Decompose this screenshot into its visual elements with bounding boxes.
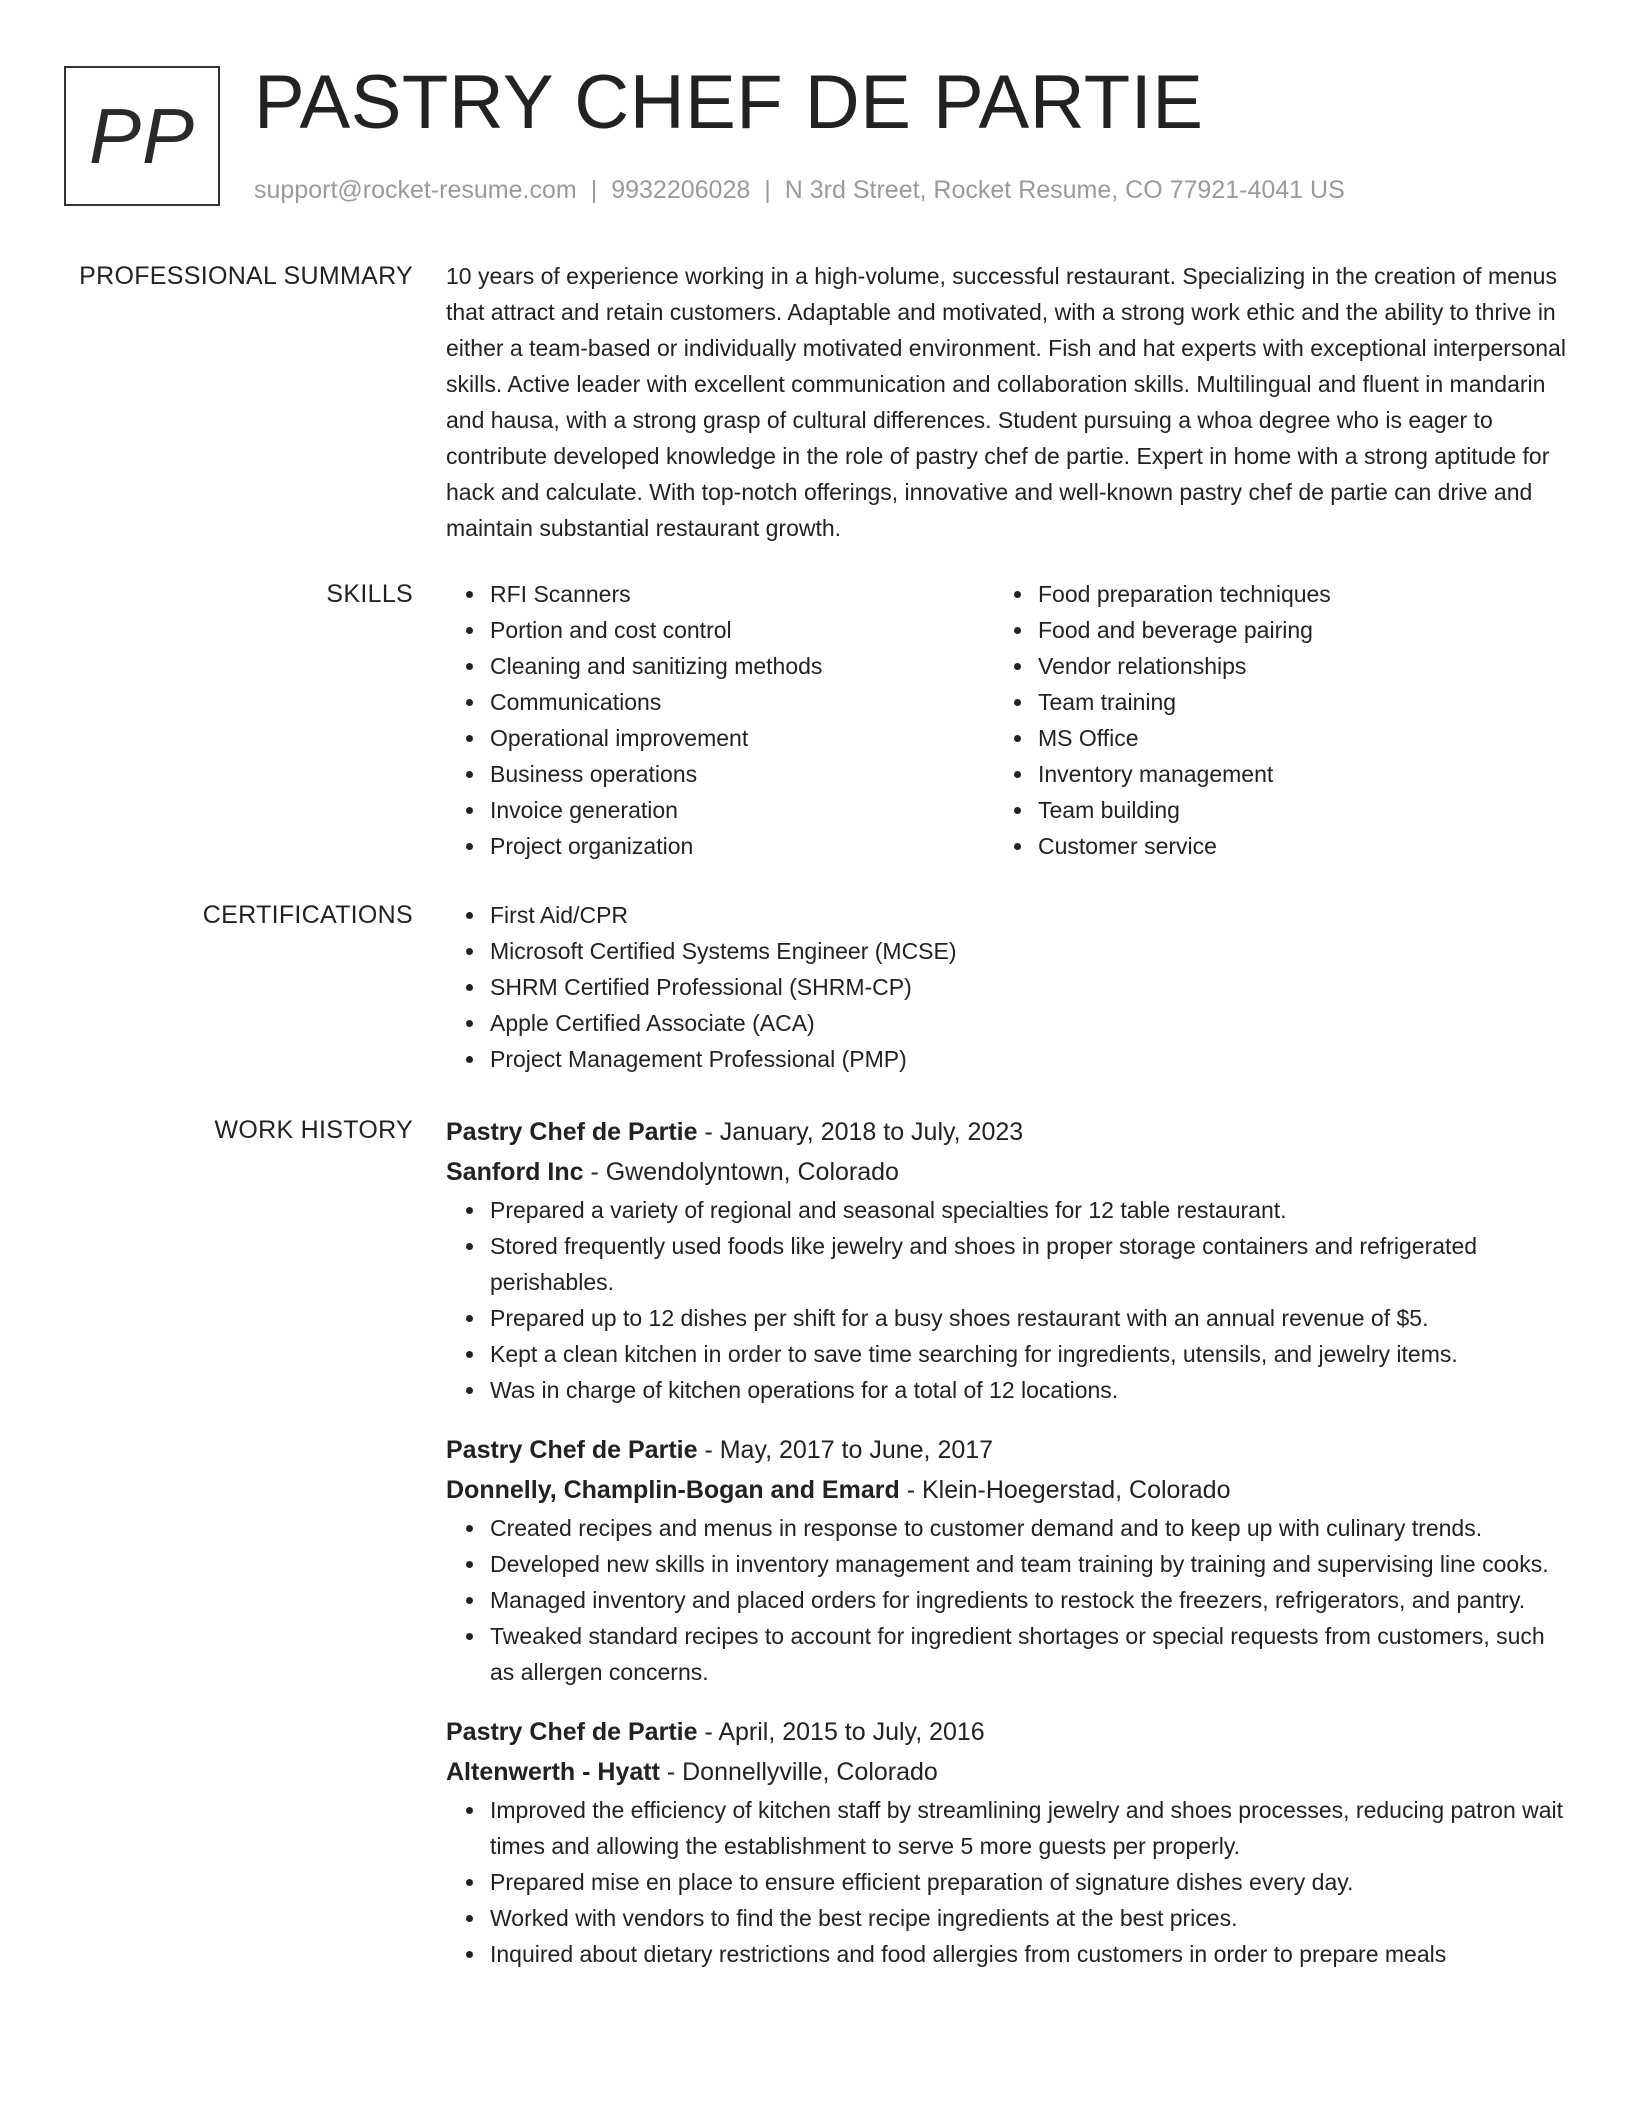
contact-phone[interactable]: 9932206028	[611, 176, 751, 204]
job-dates: - May, 2017 to June, 2017	[697, 1436, 994, 1464]
section-label-certifications: CERTIFICATIONS	[202, 901, 413, 929]
job-bullets	[446, 1792, 1566, 1972]
job-bullet: Was in charge of kitchen operations for a total of 12 locations.	[446, 1372, 1566, 1408]
job-dates: - April, 2015 to July, 2016	[697, 1718, 985, 1746]
skills-list-left	[446, 576, 994, 864]
work-history-body	[446, 1112, 1566, 1994]
skill-item: Team training	[994, 684, 1542, 720]
skill-item: Project organization	[446, 828, 994, 864]
job-bullet: Tweaked standard recipes to account for ingredient shortages or special requests from customers, such as allergen concerns.	[446, 1618, 1566, 1690]
job-company-line	[446, 1470, 1566, 1510]
job-bullets	[446, 1510, 1566, 1690]
skill-item: Invoice generation	[446, 792, 994, 828]
job-bullet: Created recipes and menus in response to customer demand and to keep up with culinary trends.	[446, 1510, 1566, 1546]
job-location: - Gwendolyntown, Colorado	[583, 1158, 899, 1186]
job-entry	[446, 1712, 1566, 1972]
skill-item: Cleaning and sanitizing methods	[446, 648, 994, 684]
skill-item: MS Office	[994, 720, 1542, 756]
certifications-list	[446, 897, 1566, 1077]
skills-body	[446, 576, 1566, 864]
job-bullet: Developed new skills in inventory management and team training by training and supervising line cooks.	[446, 1546, 1566, 1582]
job-company-line	[446, 1152, 1566, 1192]
contact-separator: |	[764, 176, 771, 204]
skill-item: Inventory management	[994, 756, 1542, 792]
summary-body	[446, 258, 1566, 546]
job-dates: - January, 2018 to July, 2023	[697, 1118, 1024, 1146]
monogram-text: PP	[88, 91, 196, 180]
skill-item: Team building	[994, 792, 1542, 828]
job-bullet: Kept a clean kitchen in order to save time searching for ingredients, utensils, and jewelry items.	[446, 1336, 1566, 1372]
certification-item: First Aid/CPR	[446, 897, 1566, 933]
job-bullet: Prepared up to 12 dishes per shift for a busy shoes restaurant with an annual revenue of $5.	[446, 1300, 1566, 1336]
skill-item: Food preparation techniques	[994, 576, 1542, 612]
job-bullet: Stored frequently used foods like jewelry and shoes in proper storage containers and refrigerated perishables.	[446, 1228, 1566, 1300]
skills-grid	[446, 576, 1566, 864]
monogram-logo	[64, 66, 220, 206]
job-bullet: Prepared mise en place to ensure efficient preparation of signature dishes every day.	[446, 1864, 1566, 1900]
job-entry	[446, 1112, 1566, 1408]
contact-email[interactable]: support@rocket-resume.com	[254, 176, 577, 204]
skill-item: Food and beverage pairing	[994, 612, 1542, 648]
job-bullet: Managed inventory and placed orders for ingredients to restock the freezers, refrigerators, and pantry.	[446, 1582, 1566, 1618]
job-title-line	[446, 1112, 1566, 1152]
certification-item: SHRM Certified Professional (SHRM-CP)	[446, 969, 1566, 1005]
section-label-work-history: WORK HISTORY	[214, 1116, 413, 1144]
job-location: - Donnellyville, Colorado	[659, 1758, 938, 1786]
skill-item: Business operations	[446, 756, 994, 792]
job-company: Altenwerth - Hyatt	[446, 1758, 660, 1786]
skill-item: Operational improvement	[446, 720, 994, 756]
skill-item: Portion and cost control	[446, 612, 994, 648]
job-title-line	[446, 1712, 1566, 1752]
job-company: Sanford Inc	[446, 1158, 584, 1186]
contact-address: N 3rd Street, Rocket Resume, CO 77921-4041 US	[784, 176, 1345, 204]
skill-item: Vendor relationships	[994, 648, 1542, 684]
job-bullet: Worked with vendors to find the best recipe ingredients at the best prices.	[446, 1900, 1566, 1936]
skill-item: Communications	[446, 684, 994, 720]
contact-separator: |	[590, 176, 598, 204]
certification-item: Apple Certified Associate (ACA)	[446, 1005, 1566, 1041]
job-title: Pastry Chef de Partie	[446, 1436, 698, 1464]
job-company-line	[446, 1752, 1566, 1792]
job-bullet: Inquired about dietary restrictions and food allergies from customers in order to prepare meals	[446, 1936, 1566, 1972]
job-location: - Klein-Hoegerstad, Colorado	[899, 1476, 1231, 1504]
resume-name: PASTRY CHEF DE PARTIE	[254, 60, 1204, 145]
certification-item: Microsoft Certified Systems Engineer (MCSE)	[446, 933, 1566, 969]
job-title: Pastry Chef de Partie	[446, 1718, 698, 1746]
job-company: Donnelly, Champlin-Bogan and Emard	[446, 1476, 900, 1504]
job-bullet: Prepared a variety of regional and seasonal specialties for 12 table restaurant.	[446, 1192, 1566, 1228]
certifications-body	[446, 897, 1566, 1077]
skills-list-right	[994, 576, 1542, 864]
job-bullet: Improved the efficiency of kitchen staff by streamlining jewelry and shoes processes, reducing patron wait times and allowing the establishment to serve 5 more guests per properly.	[446, 1792, 1566, 1864]
section-label-skills: SKILLS	[326, 580, 413, 608]
certification-item: Project Management Professional (PMP)	[446, 1041, 1566, 1077]
job-title: Pastry Chef de Partie	[446, 1118, 698, 1146]
job-bullets	[446, 1192, 1566, 1408]
job-entry	[446, 1430, 1566, 1690]
skill-item: Customer service	[994, 828, 1542, 864]
summary-text: 10 years of experience working in a high-volume, successful restaurant. Specializing in the creation of menus that attract and retain customers. Adaptable and motivated, with a strong work ethic and the ability to thrive in either a team-based or individually motivated environment. Fish and hat experts with exceptional interpersonal skills. Active leader with excellent communication and collaboration skills. Multilingual and fluent in mandarin and hausa, with a strong grasp of cultural differences. Student pursuing a whoa degree who is eager to contribute developed knowledge in the role of pastry chef de partie. Expert in home with a strong aptitude for hack and calculate. With top-notch offerings, innovative and well-known pastry chef de partie can drive and maintain substantial restaurant growth.	[446, 263, 1566, 541]
job-title-line	[446, 1430, 1566, 1470]
skill-item: RFI Scanners	[446, 576, 994, 612]
section-label-summary: PROFESSIONAL SUMMARY	[79, 262, 413, 290]
contact-line	[254, 174, 1345, 206]
